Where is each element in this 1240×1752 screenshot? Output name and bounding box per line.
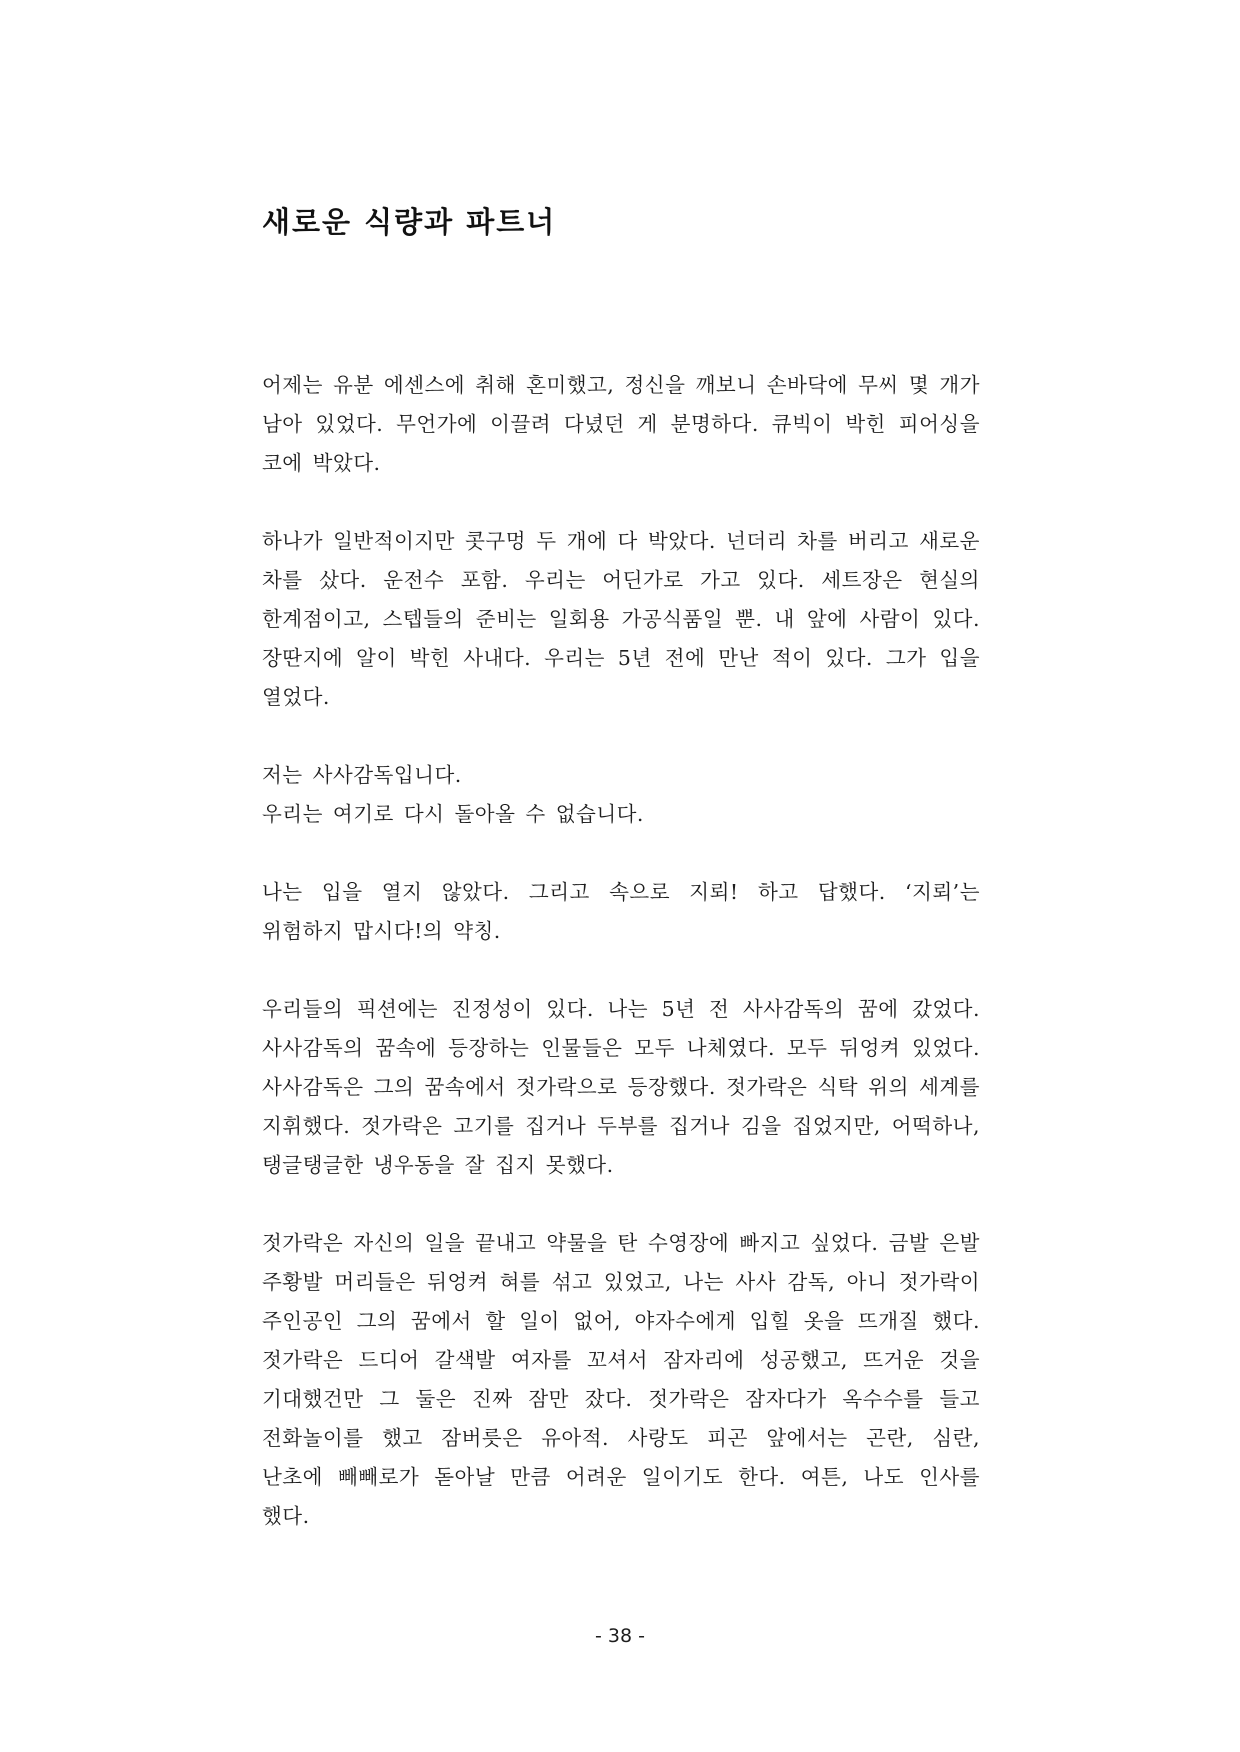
body-text xyxy=(262,366,980,1575)
page-number: - 38 - xyxy=(595,1625,645,1647)
paragraph-6: 젓가락은 자신의 일을 끝내고 약물을 탄 수영장에 빠지고 싶었다. 금발 은발 주황발 머리들은 뒤엉켜 혀를 섞고 있었고, 나는 사사 감독, 아니 젓가락이 주인공인 그의 꿈에서 할 일이 없어, 야자수에게 입힐 옷을 뜨개질 했다. 젓가락은 드디어 갈색발 여자를 꼬셔서 잠자리에 성공했고, 뜨거운 것을 기대했건만 그 둘은 진짜 잠만 잤다. 젓가락은 잠자다가 옥수수를 들고 전화놀이를 했고 잠버릇은 유아적. 사랑도 피곤 앞에서는 곤란, 심란, 난초에 빼빼로가 돋아날 만큼 어려운 일이기도 한다. 여튼, 나도 인사를 했다. xyxy=(262,1231,980,1528)
paragraph-4: 나는 입을 열지 않았다. 그리고 속으로 지뢰! 하고 답했다. ‘지뢰’는 위험하지 맙시다!의 약칭. xyxy=(262,880,980,943)
dialogue-line-2: 우리는 여기로 다시 돌아올 수 없습니다. xyxy=(262,802,644,826)
paragraph-2: 하나가 일반적이지만 콧구멍 두 개에 다 박았다. 넌더리 차를 버리고 새로운 차를 샀다. 운전수 포함. 우리는 어딘가로 가고 있다. 세트장은 현실의 한계점이고, 스텝들의 준비는 일회용 가공식품일 뿐. 내 앞에 사람이 있다. 장딴지에 알이 박힌 사내다. 우리는 5년 전에 만난 적이 있다. 그가 입을 열었다. xyxy=(262,529,980,709)
paragraph-3-dialogue xyxy=(262,756,980,834)
paragraph-1: 어제는 유분 에센스에 취해 혼미했고, 정신을 깨보니 손바닥에 무씨 몇 개가 남아 있었다. 무언가에 이끌려 다녔던 게 분명하다. 큐빅이 박힌 피어싱을 코에 박았다. xyxy=(262,373,980,475)
dialogue-line-1: 저는 사사감독입니다. xyxy=(262,763,462,787)
paragraph-5: 우리들의 픽션에는 진정성이 있다. 나는 5년 전 사사감독의 꿈에 갔었다. 사사감독의 꿈속에 등장하는 인물들은 모두 나체였다. 모두 뒤엉켜 있었다. 사사감독은 그의 꿈속에서 젓가락으로 등장했다. 젓가락은 식탁 위의 세계를 지휘했다. 젓가락은 고기를 집거나 두부를 집거나 김을 집었지만, 어떡하나, 탱글탱글한 냉우동을 잘 집지 못했다. xyxy=(262,997,980,1177)
chapter-title: 새로운 식량과 파트너 xyxy=(262,205,557,239)
